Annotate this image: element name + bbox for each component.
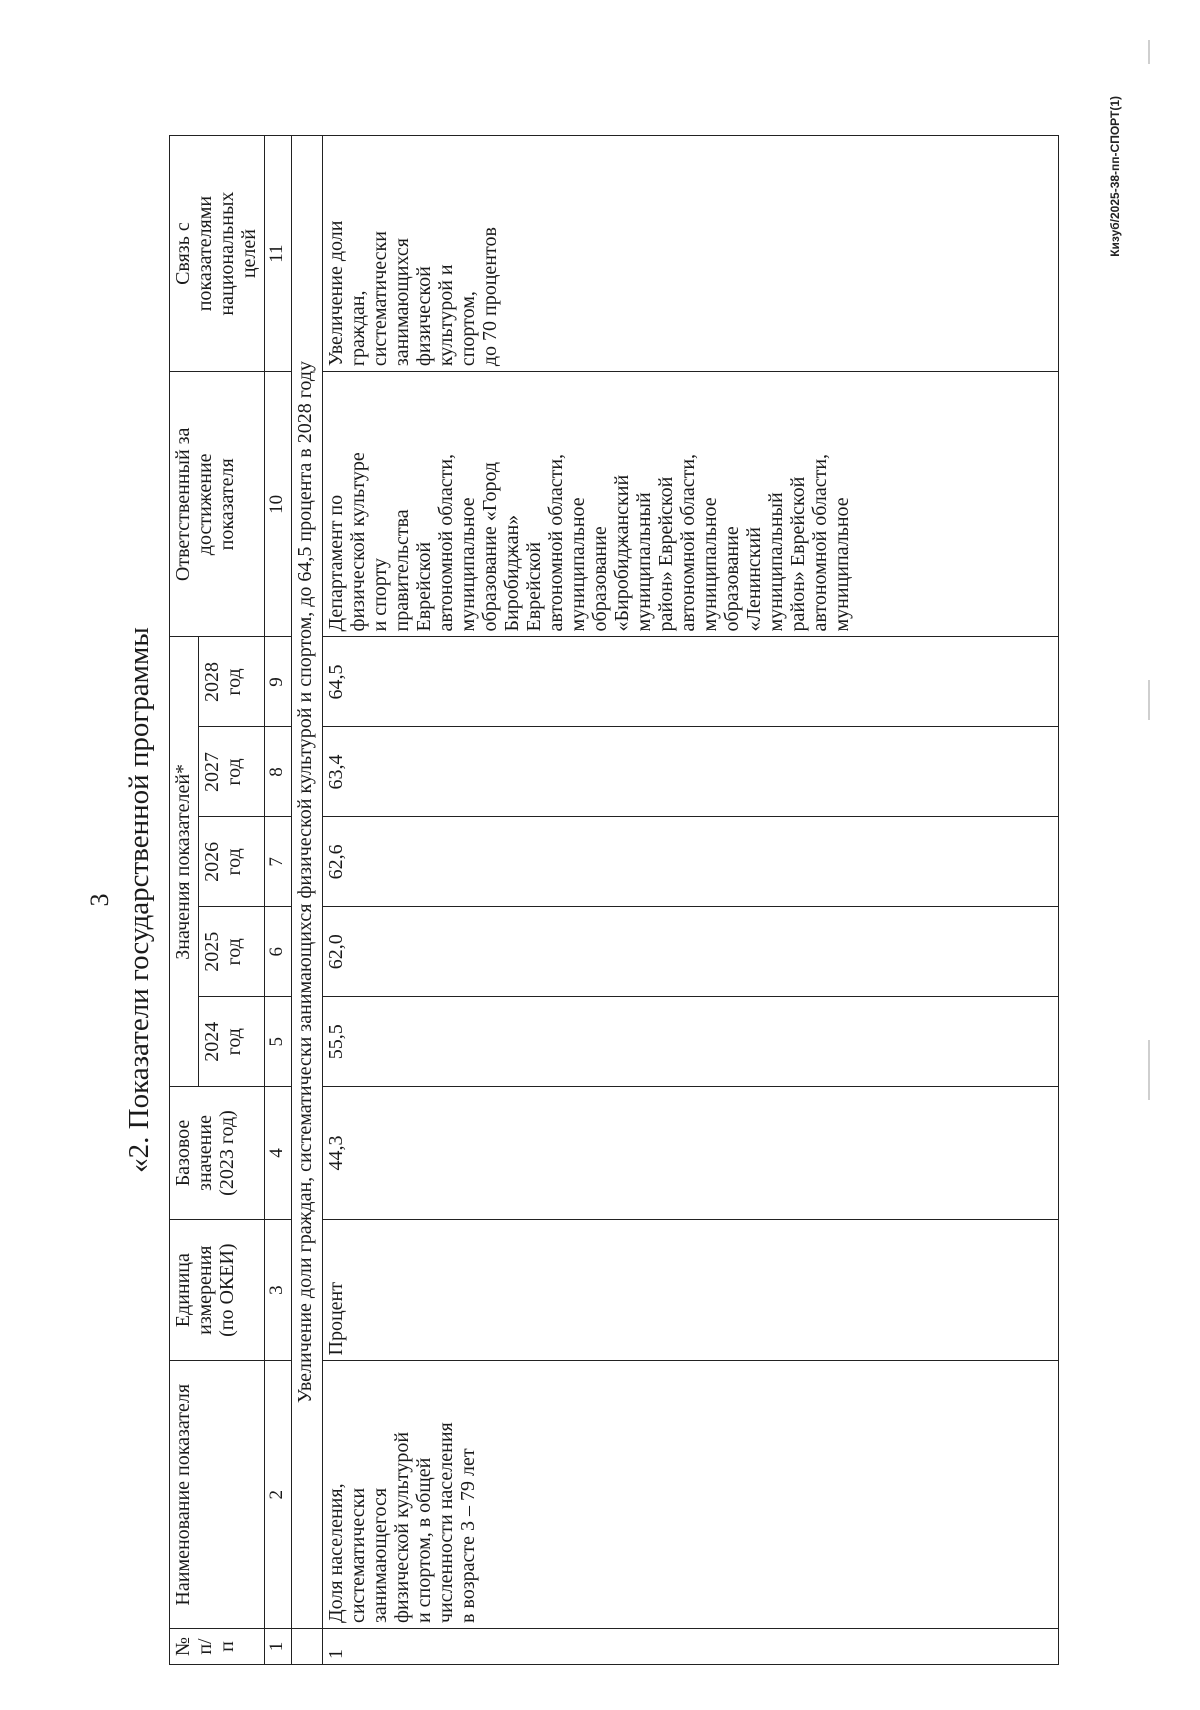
header-row-1	[170, 136, 199, 1665]
header-num: № п/п	[170, 1629, 265, 1665]
goal-row-spacer	[292, 1629, 323, 1665]
row-value: 63,4	[323, 727, 1059, 817]
header-year: 2027 год	[199, 727, 265, 817]
column-number: 6	[265, 907, 292, 997]
row-value: 55,5	[323, 997, 1059, 1087]
column-number: 10	[265, 372, 292, 637]
document-stamp: Кизуб/2025-38-пп-СПОРТ(1)	[1108, 96, 1122, 257]
column-number: 5	[265, 997, 292, 1087]
margin-mark	[1148, 1040, 1150, 1100]
header-year: 2025 год	[199, 907, 265, 997]
row-value: 62,0	[323, 907, 1059, 997]
header-responsible: Ответственный за достижение показателя	[170, 372, 265, 637]
margin-mark	[1148, 680, 1150, 720]
table-row	[323, 136, 1059, 1665]
header-unit: Единица измерения (по ОКЕИ)	[170, 1219, 265, 1361]
column-number: 3	[265, 1219, 292, 1361]
page-title: «2. Показатели государственной программы	[123, 627, 155, 1173]
header-base: Базовое значение (2023 год)	[170, 1087, 265, 1220]
header-name: Наименование показателя	[170, 1361, 265, 1629]
goal-text: Увеличение доли граждан, систематически занимающихся физической культурой и спортом, до 64,5 процента в 2028 году	[292, 136, 323, 1629]
goal-row	[292, 136, 323, 1665]
row-link: Увеличение доли граждан, систематически занимающихся физической культурой и спортом, до 70 процентов	[323, 136, 1059, 372]
row-unit: Процент	[323, 1219, 1059, 1361]
header-year: 2026 год	[199, 817, 265, 907]
column-number: 1	[265, 1629, 292, 1665]
header-values-group: Значения показателей*	[170, 637, 199, 1087]
column-number-row	[265, 136, 292, 1665]
row-value: 62,6	[323, 817, 1059, 907]
column-number: 7	[265, 817, 292, 907]
indicators-table	[169, 135, 1059, 1665]
page-number: 3	[85, 893, 114, 907]
rotated-page	[85, 90, 1085, 1710]
row-num: 1	[323, 1629, 1059, 1665]
column-number: 2	[265, 1361, 292, 1629]
column-number: 4	[265, 1087, 292, 1220]
header-link: Связь с показателями национальных целей	[170, 136, 265, 372]
header-year: 2024 год	[199, 997, 265, 1087]
row-base: 44,3	[323, 1087, 1059, 1220]
row-responsible: Департамент по физической культуре и спорту правительства Еврейской автономной области, муниципальное образование «Город Биробиджан» Еврейской автономной области, муниципальное образование «Биробиджанский муниципальный район» Еврейской автономной области, муниципальное образование «Ленинский муниципальный район» Еврейской автономной области, муниципальное	[323, 372, 1059, 637]
column-number: 9	[265, 637, 292, 727]
column-number: 11	[265, 136, 292, 372]
column-number: 8	[265, 727, 292, 817]
row-value: 64,5	[323, 637, 1059, 727]
margin-mark	[1148, 40, 1150, 64]
row-name: Доля населения, систематически занимающегося физической культурой и спортом, в общей численности населения в возрасте 3 – 79 лет	[323, 1361, 1059, 1629]
header-year: 2028 год	[199, 637, 265, 727]
